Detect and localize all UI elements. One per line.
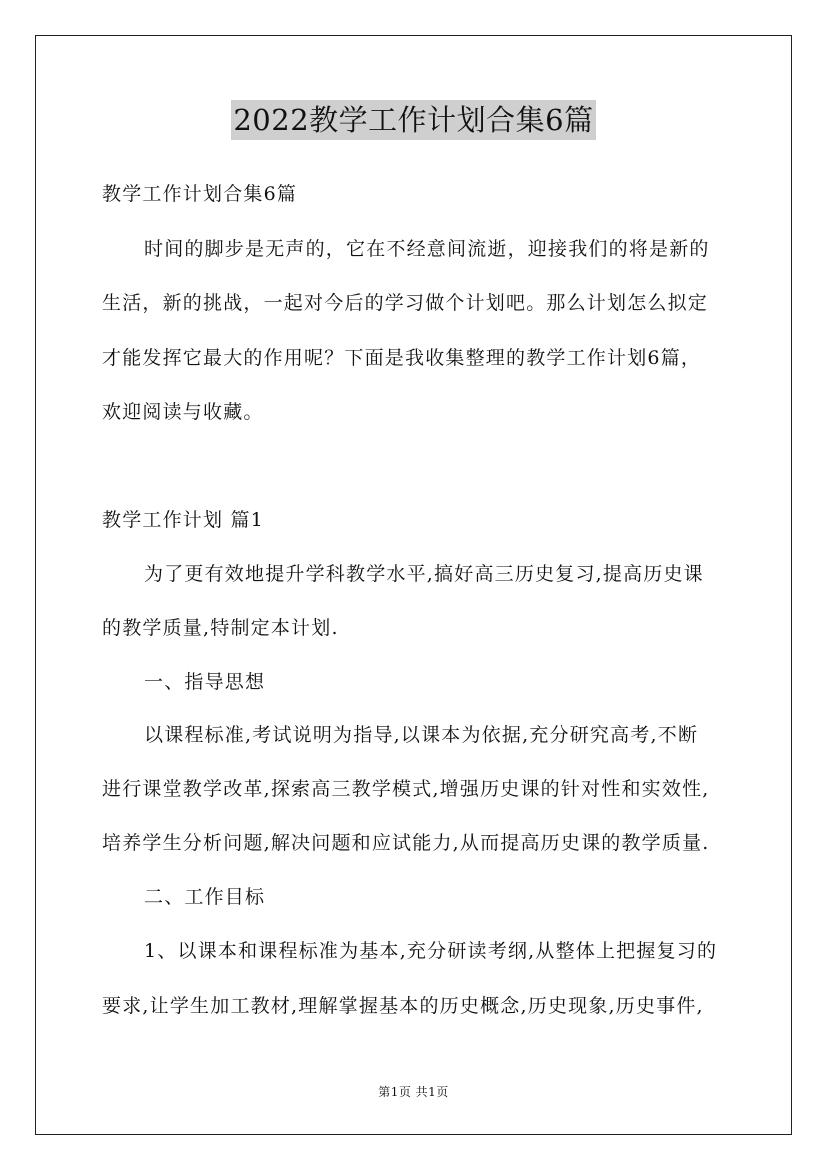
part2-heading: 二、工作目标	[144, 886, 266, 908]
intro-line-3: 才能发挥它最大的作用呢？下面是我收集整理的教学工作计划6篇，	[102, 347, 702, 369]
part2-line-2: 要求,让学生加工教材,理解掌握基本的历史概念,历史现象,历史事件,	[102, 995, 704, 1017]
intro-line-1: 时间的脚步是无声的，它在不经意间流逝，迎接我们的将是新的	[144, 238, 710, 260]
purpose-line-1: 为了更有效地提升学科教学水平,搞好高三历史复习,提高历史课	[144, 563, 704, 585]
part1-line-2: 进行课堂教学改革,探索高三教学模式,增强历史课的针对性和实效性,	[102, 778, 710, 800]
title-container	[0, 100, 827, 140]
page-footer: 第1页 共1页	[378, 1085, 449, 1099]
intro-line-4: 欢迎阅读与收藏。	[102, 401, 264, 423]
document-title: 2022教学工作计划合集6篇	[231, 100, 595, 140]
intro-line-2: 生活，新的挑战，一起对今后的学习做个计划吧。那么计划怎么拟定	[102, 292, 709, 314]
part1-line-3: 培养学生分析问题,解决问题和应试能力,从而提高历史课的教学质量.	[102, 832, 710, 854]
section1-heading: 教学工作计划 篇1	[102, 509, 264, 531]
part1-line-1: 以课程标准,考试说明为指导,以课本为依据,充分研究高考,不断	[144, 724, 699, 746]
purpose-line-2: 的教学质量,特制定本计划.	[102, 617, 339, 639]
document-subtitle: 教学工作计划合集6篇	[102, 183, 298, 205]
part2-line-1: 1、以课本和课程标准为基本,充分研读考纲,从整体上把握复习的	[144, 940, 718, 962]
part1-heading: 一、指导思想	[144, 671, 266, 693]
